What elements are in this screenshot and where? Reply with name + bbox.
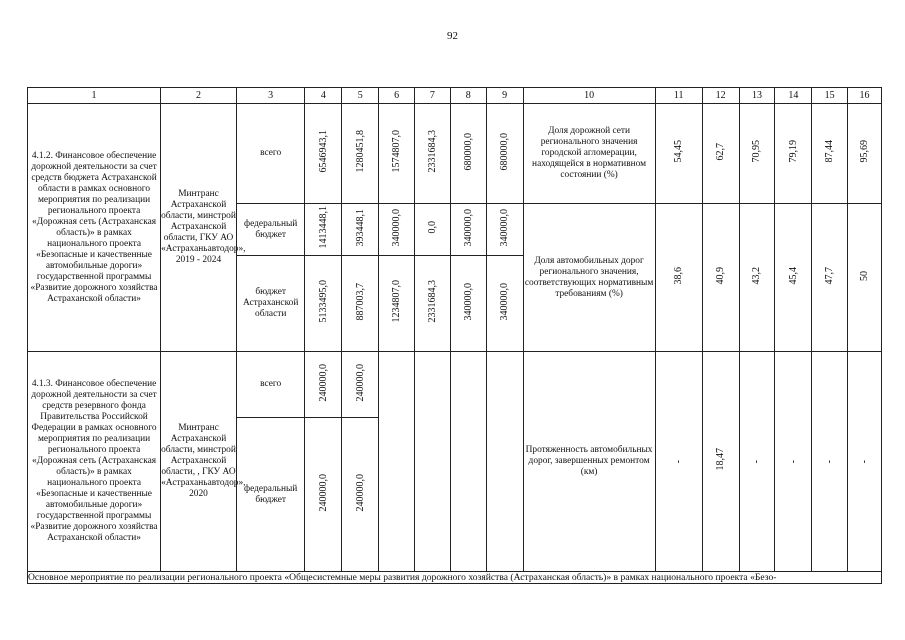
indicator-value: 40,9 — [702, 204, 739, 352]
funding-value: 1280451,8 — [342, 104, 379, 204]
indicator-value: 95,69 — [848, 104, 882, 204]
column-header: 1 — [28, 88, 161, 104]
funding-source: федеральный бюджет — [236, 204, 305, 256]
indicator-value: - — [739, 352, 775, 572]
funding-value: 6546943,1 — [305, 104, 342, 204]
funding-value: 393448,1 — [342, 204, 379, 256]
indicator-name: Доля дорожной сети регионального значения городской агломерации, находящейся в нормативном состоянии (%) — [523, 104, 655, 204]
funding-value: 680000,0 — [450, 104, 486, 204]
header-row — [28, 88, 882, 104]
empty-cell — [415, 352, 451, 572]
table-row — [28, 104, 882, 204]
column-header: 16 — [848, 88, 882, 104]
empty-cell — [486, 352, 523, 572]
column-header: 14 — [775, 88, 812, 104]
column-header: 13 — [739, 88, 775, 104]
column-header: 2 — [161, 88, 237, 104]
funding-value: 2331684,3 — [415, 256, 451, 352]
page-number: 92 — [447, 30, 458, 42]
activity-executor: Минтранс Астраханской области, минстрой Астраханской области, ГКУ АО «Астраханьавтодор», 2019 - 2024 — [161, 104, 237, 352]
indicator-value: 62,7 — [702, 104, 739, 204]
funding-value: 680000,0 — [486, 104, 523, 204]
activity-description: 4.1.2. Финансовое обеспечение дорожной деятельности за счет средств бюджета Астраханской области в рамках основного мероприятия по реализации регионального проекта «Дорожная сеть (Астраханская область)» в рамках национального проекта «Безопасные и качественные автомобильные дороги» государственной программы «Развитие дорожного хозяйства Астраханской области» — [28, 104, 161, 352]
indicator-value: 38,6 — [655, 204, 702, 352]
column-header: 10 — [523, 88, 655, 104]
column-header: 6 — [379, 88, 415, 104]
column-header: 12 — [702, 88, 739, 104]
indicator-name: Доля автомобильных дорог регионального значения, соответствующих нормативным требованиям (%) — [523, 204, 655, 352]
funding-value: 5133495,0 — [305, 256, 342, 352]
indicator-value: - — [848, 352, 882, 572]
funding-value: 240000,0 — [342, 352, 379, 418]
indicator-name: Протяженность автомобильных дорог, завершенных ремонтом (км) — [523, 352, 655, 572]
table-row — [28, 352, 882, 418]
column-header: 3 — [236, 88, 305, 104]
section-heading: Основное мероприятие по реализации регионального проекта «Общесистемные меры развития дорожного хозяйства (Астраханская область)» в рамках национального проекта «Безо- — [28, 572, 882, 584]
indicator-value: 45,4 — [775, 204, 812, 352]
funding-value: 340000,0 — [486, 204, 523, 256]
funding-source: всего — [236, 104, 305, 204]
indicator-value: 70,95 — [739, 104, 775, 204]
indicator-value: 47,7 — [812, 204, 848, 352]
program-table — [27, 87, 882, 584]
column-header: 8 — [450, 88, 486, 104]
column-header: 5 — [342, 88, 379, 104]
column-header: 7 — [415, 88, 451, 104]
indicator-value: 54,45 — [655, 104, 702, 204]
funding-value: 887003,7 — [342, 256, 379, 352]
funding-value: 240000,0 — [305, 352, 342, 418]
indicator-value: 87,44 — [812, 104, 848, 204]
column-header: 4 — [305, 88, 342, 104]
funding-source: бюджет Астраханской области — [236, 256, 305, 352]
funding-value: 0,0 — [415, 204, 451, 256]
table-row — [28, 572, 882, 584]
indicator-value: 79,19 — [775, 104, 812, 204]
column-header: 9 — [486, 88, 523, 104]
funding-value: 2331684,3 — [415, 104, 451, 204]
indicator-value: - — [775, 352, 812, 572]
indicator-value: 50 — [848, 204, 882, 352]
empty-cell — [379, 352, 415, 572]
funding-value: 240000,0 — [342, 418, 379, 572]
funding-value: 1574807,0 — [379, 104, 415, 204]
funding-value: 340000,0 — [450, 256, 486, 352]
funding-value: 240000,0 — [305, 418, 342, 572]
funding-value: 1234807,0 — [379, 256, 415, 352]
funding-value: 1413448,1 — [305, 204, 342, 256]
indicator-value: - — [655, 352, 702, 572]
activity-executor: Минтранс Астраханской области, минстрой Астраханской области, , ГКУ АО «Астраханьавтодор», 2020 — [161, 352, 237, 572]
indicator-value: - — [812, 352, 848, 572]
funding-value: 340000,0 — [486, 256, 523, 352]
indicator-value: 43,2 — [739, 204, 775, 352]
funding-value: 340000,0 — [379, 204, 415, 256]
column-header: 11 — [655, 88, 702, 104]
funding-source: всего — [236, 352, 305, 418]
column-header: 15 — [812, 88, 848, 104]
funding-value: 340000,0 — [450, 204, 486, 256]
activity-description: 4.1.3. Финансовое обеспечение дорожной деятельности за счет средств резервного фонда Правительства Российской Федерации в рамках основного мероприятия по реализации регионального проекта «Дорожная сеть (Астраханская область)» в рамках национального проекта «Безопасные и качественные автомобильные дороги» государственной программы «Развитие дорожного хозяйства Астраханской области» — [28, 352, 161, 572]
funding-source: федеральный бюджет — [236, 418, 305, 572]
empty-cell — [450, 352, 486, 572]
indicator-value: 18,47 — [702, 352, 739, 572]
